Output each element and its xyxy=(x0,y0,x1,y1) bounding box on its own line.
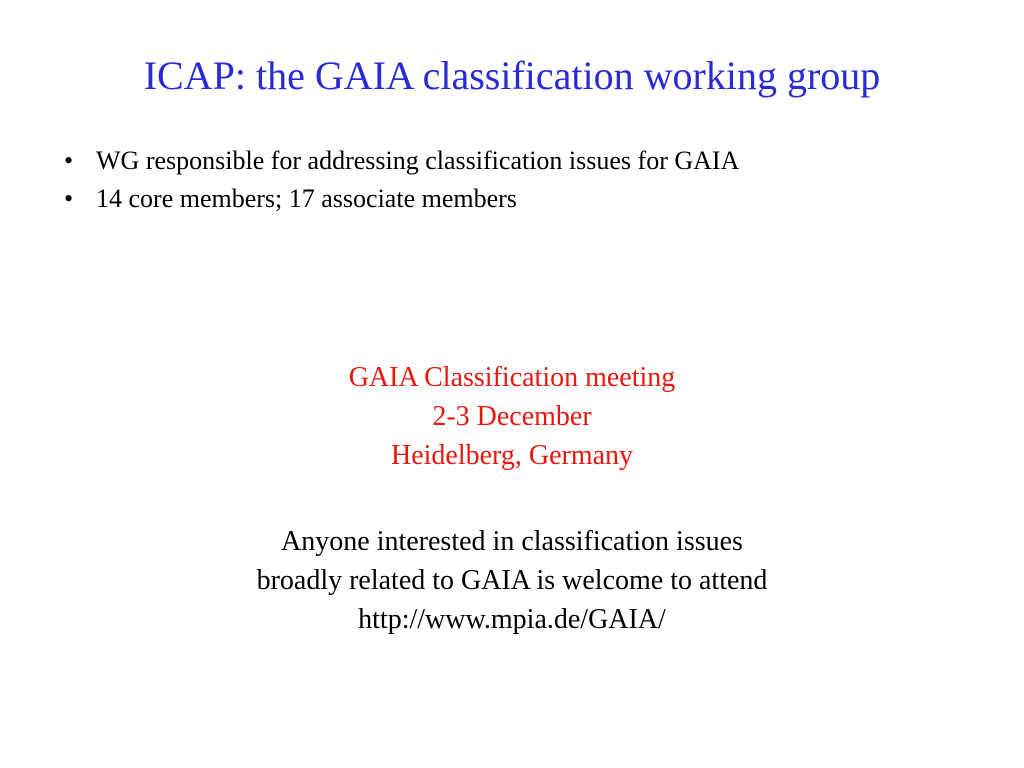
invite-line-1: Anyone interested in classification issues xyxy=(281,526,743,557)
meeting-url-link[interactable]: http://www.mpia.de/GAIA/ xyxy=(358,604,666,635)
bullet-item xyxy=(60,180,739,218)
bullet-item xyxy=(60,142,739,180)
bullet-list xyxy=(60,142,739,218)
meeting-name: GAIA Classification meeting xyxy=(348,362,676,393)
invite-line-2: broadly related to GAIA is welcome to attend xyxy=(256,565,768,596)
bullet-dot-icon: • xyxy=(64,184,74,213)
invitation-text xyxy=(0,522,1024,639)
meeting-announcement xyxy=(0,358,1024,475)
bullet-text: WG responsible for addressing classification issues for GAIA xyxy=(96,146,740,175)
slide-title: ICAP: the GAIA classification working group xyxy=(143,53,881,98)
bullet-dot-icon: • xyxy=(64,146,74,175)
meeting-location: Heidelberg, Germany xyxy=(390,440,634,471)
meeting-dates: 2-3 December xyxy=(432,401,592,432)
bullet-text: 14 core members; 17 associate members xyxy=(96,184,517,213)
